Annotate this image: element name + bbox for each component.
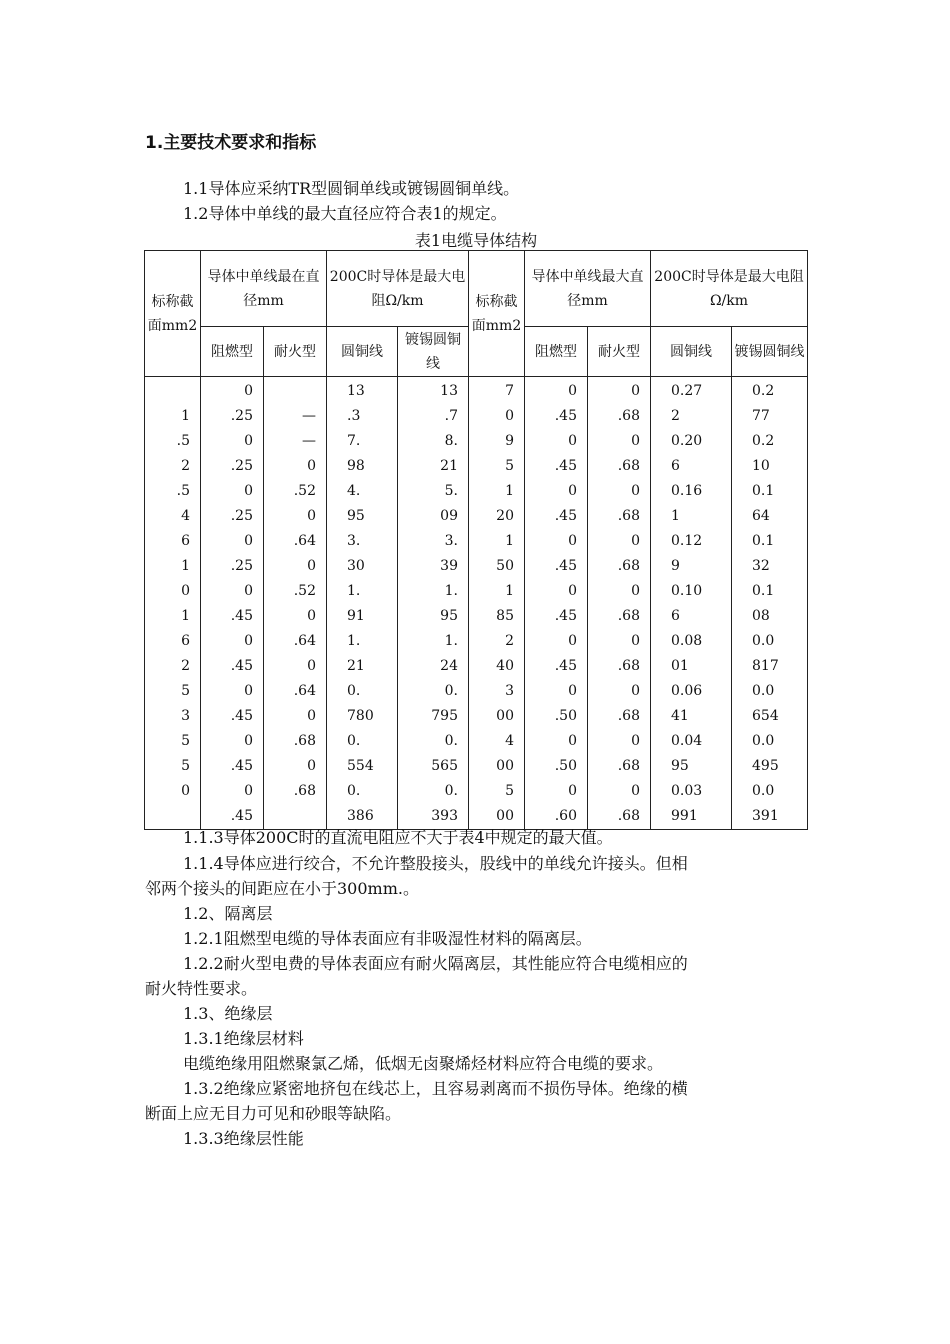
table-cell-line: 6 — [671, 458, 680, 474]
table-cell-line: 77 — [752, 408, 770, 424]
body-line-12: 断面上应无目力可见和砂眼等缺陷。 — [145, 1104, 402, 1123]
table-cell-line: .3 — [347, 408, 361, 424]
table-cell-line: 0 — [307, 608, 316, 624]
table-cell-line: 64 — [752, 508, 770, 524]
table-cell-line: 1 — [181, 408, 190, 424]
table-cell-line: 0 — [568, 783, 577, 799]
table-cell-line: 0 — [631, 533, 640, 549]
table-cell-line: 0.1 — [752, 483, 775, 499]
table-cell-line: 0. — [444, 783, 458, 799]
table-cell-line: 2 — [671, 408, 680, 424]
table-cell-line: 13 — [440, 383, 458, 399]
body-line-4: 1.2、隔离层 — [183, 904, 273, 923]
table-cell-line: 0.20 — [671, 433, 703, 449]
table-cell-line: 00 — [496, 708, 514, 724]
table-cell-line: 85 — [496, 608, 514, 624]
table-cell-line: 7 — [505, 383, 514, 399]
table-cell-line: 0 — [244, 583, 253, 599]
section-heading: 1.主要技术要求和指标 — [145, 133, 317, 153]
table-cell-line: .68 — [617, 808, 640, 824]
header-flame-retardant: 阻燃型 — [525, 327, 588, 377]
table-cell-line: .68 — [617, 708, 640, 724]
header-resistance-left: 200C时导体是最大电阻Ω/km — [327, 251, 469, 327]
column-resistance-tinned-right — [732, 377, 808, 830]
table-cell-line: 5 — [181, 733, 190, 749]
table-cell-line: .50 — [554, 758, 577, 774]
table-cell-line: .68 — [617, 608, 640, 624]
column-diameter-fire-right — [588, 377, 651, 830]
table-cell-line: 1 — [505, 583, 514, 599]
column-section-right — [469, 377, 525, 830]
table-cell-line: 0 — [244, 633, 253, 649]
table-cell-line: 6 — [671, 608, 680, 624]
table-cell-line: 09 — [440, 508, 458, 524]
header-resistance-right: 200C时导体是最大电阻Ω/km — [651, 251, 808, 327]
table-cell-line — [264, 379, 316, 404]
table-cell-line: 0.1 — [752, 583, 775, 599]
header-fire-resistant: 耐火型 — [264, 327, 327, 377]
header-flame-retardant: 阻燃型 — [201, 327, 264, 377]
table-cell-line: 0 — [244, 733, 253, 749]
body-line-7: 耐火特性要求。 — [145, 979, 258, 998]
table-cell-line: .64 — [293, 533, 316, 549]
column-diameter-flame-right — [525, 377, 588, 830]
table-cell-line: .64 — [293, 633, 316, 649]
table-cell-line: 0 — [631, 583, 640, 599]
table-cell-line: .60 — [554, 808, 577, 824]
table-cell-line: .68 — [617, 458, 640, 474]
table-cell-line: 0 — [244, 783, 253, 799]
table-cell-line: .45 — [554, 658, 577, 674]
table-cell-line — [145, 379, 190, 404]
table-cell-line: 0 — [307, 508, 316, 524]
body-line-13: 1.3.3绝缘层性能 — [183, 1129, 304, 1148]
table-cell-line: .45 — [554, 608, 577, 624]
intro-line-1: 1.1导体应采纳TR型圆铜单线或镀锡圆铜单线。 — [183, 179, 520, 198]
table-cell-line: 30 — [347, 558, 365, 574]
table-cell-line: 391 — [752, 808, 779, 824]
table-cell-line: 1. — [347, 633, 361, 649]
table-cell-line: 10 — [752, 458, 770, 474]
table-cell-line: 795 — [431, 708, 458, 724]
table-cell-line: .45 — [554, 458, 577, 474]
table-cell-line: 0 — [568, 433, 577, 449]
table-cell-line: 0 — [631, 383, 640, 399]
header-copper: 圆铜线 — [651, 327, 732, 377]
table-cell-line: 00 — [496, 758, 514, 774]
table-cell-line: 0 — [631, 683, 640, 699]
table-cell-line: 0.03 — [671, 783, 703, 799]
table-cell-line: 0.0 — [752, 683, 775, 699]
table-cell-line: 3 — [181, 708, 190, 724]
table-cell-line: .45 — [230, 658, 253, 674]
table-cell-line: 5 — [181, 683, 190, 699]
table-cell-line: 0.0 — [752, 783, 775, 799]
header-fire-resistant: 耐火型 — [588, 327, 651, 377]
table-cell-line: — — [302, 433, 316, 449]
table-cell-line: 21 — [440, 458, 458, 474]
table-cell-line: 3 — [505, 683, 514, 699]
intro-line-2: 1.2导体中单线的最大直径应符合表1的规定。 — [183, 204, 507, 223]
table-cell-line: 5 — [505, 458, 514, 474]
header-diameter-right: 导体中单线最大直径mm — [525, 251, 651, 327]
table-cell-line: 95 — [671, 758, 689, 774]
table-cell-line: 0 — [307, 458, 316, 474]
table-cell-line: 495 — [752, 758, 779, 774]
table-cell-line: 0.06 — [671, 683, 703, 699]
table-cell-line: 1. — [347, 583, 361, 599]
table-cell-line: 0.16 — [671, 483, 703, 499]
table-cell-line: 24 — [440, 658, 458, 674]
table-cell-line: 2 — [181, 458, 190, 474]
table-cell-line: 20 — [496, 508, 514, 524]
table-cell-line: 0 — [244, 683, 253, 699]
table-cell-line: 0.2 — [752, 383, 775, 399]
table-cell-line: 5 — [505, 783, 514, 799]
table-cell-line: 1 — [505, 533, 514, 549]
table-cell-line: 13 — [347, 383, 365, 399]
table-cell-line: 0 — [181, 783, 190, 799]
table-cell-line: 0 — [505, 408, 514, 424]
table-cell-line: .68 — [617, 408, 640, 424]
table-cell-line: 08 — [752, 608, 770, 624]
cable-conductor-table — [144, 250, 808, 830]
body-line-10: 电缆绝缘用阻燃聚氯乙烯，低烟无卤聚烯烃材料应符合电缆的要求。 — [183, 1054, 664, 1073]
table-cell-line: 6 — [181, 533, 190, 549]
table-cell-line: — — [302, 408, 316, 424]
table-cell-line: 2 — [181, 658, 190, 674]
table-cell-line: 1. — [444, 583, 458, 599]
table-cell-line: 1 — [671, 508, 680, 524]
header-section-right: 标称截面mm2 — [469, 251, 525, 377]
table-cell-line: 5 — [181, 758, 190, 774]
table-cell-line: 0. — [347, 783, 361, 799]
table-cell-line: .25 — [230, 508, 253, 524]
table-cell-line: 654 — [752, 708, 779, 724]
table-cell-line: 6 — [181, 633, 190, 649]
column-resistance-copper-left — [327, 377, 398, 830]
table-cell-line: .45 — [230, 608, 253, 624]
table-cell-line: 9 — [505, 433, 514, 449]
table-cell-line: 780 — [347, 708, 374, 724]
table-cell-line: 0.12 — [671, 533, 703, 549]
table-cell-line: 0 — [568, 583, 577, 599]
column-resistance-copper-right — [651, 377, 732, 830]
table-cell-line: .45 — [230, 808, 253, 824]
table-cell-line: .5 — [176, 433, 190, 449]
table-cell-line: 8. — [444, 433, 458, 449]
body-line-8: 1.3、绝缘层 — [183, 1004, 273, 1023]
table-cell-line: 0 — [631, 783, 640, 799]
table-caption: 表1电缆导体结构 — [414, 231, 538, 250]
column-resistance-tinned-left — [398, 377, 469, 830]
body-line-2: 1.1.4导体应进行绞合，不允许整股接头，股线中的单线允许接头。但相 — [183, 854, 688, 873]
table-cell-line: .68 — [617, 758, 640, 774]
table-cell-line: 5. — [444, 483, 458, 499]
table-cell-line: .45 — [230, 758, 253, 774]
table-cell-line: .25 — [230, 458, 253, 474]
table-cell-line: 991 — [671, 808, 698, 824]
table-cell-line: 0 — [244, 433, 253, 449]
table-cell-line: .68 — [617, 558, 640, 574]
table-cell-line: 0 — [631, 433, 640, 449]
table-cell-line: 1 — [181, 558, 190, 574]
table-cell-line: 0 — [568, 683, 577, 699]
table-cell-line: 386 — [347, 808, 374, 824]
table-cell-line: .45 — [554, 408, 577, 424]
table-cell-line: .68 — [617, 508, 640, 524]
table-cell-line: 7. — [347, 433, 361, 449]
table-cell-line: 0 — [307, 558, 316, 574]
table-cell-line: 0. — [444, 683, 458, 699]
table-cell-line: 0.0 — [752, 633, 775, 649]
table-cell-line: 4 — [181, 508, 190, 524]
header-tinned-copper: 镀锡圆铜线 — [398, 327, 469, 377]
body-line-11: 1.3.2绝缘应紧密地挤包在线芯上，且容易剥离而不损伤导体。绝缘的横 — [183, 1079, 688, 1098]
table-cell-line: 40 — [496, 658, 514, 674]
table-cell-line: 39 — [440, 558, 458, 574]
table-cell-line: .45 — [554, 558, 577, 574]
table-cell-line: 9 — [671, 558, 680, 574]
table-cell-line: .45 — [230, 708, 253, 724]
table-cell-line: .25 — [230, 408, 253, 424]
table-cell-line: 0 — [568, 483, 577, 499]
table-cell-line: .45 — [554, 508, 577, 524]
table-cell-line: 32 — [752, 558, 770, 574]
table-cell-line: 0 — [568, 733, 577, 749]
table-cell-line: 0 — [244, 383, 253, 399]
table-cell-line: 0. — [347, 733, 361, 749]
table-cell-line: 0 — [244, 483, 253, 499]
table-cell-line: 0 — [307, 708, 316, 724]
table-cell-line: 0 — [244, 533, 253, 549]
table-cell-line: .5 — [176, 483, 190, 499]
table-cell-line: 0.1 — [752, 533, 775, 549]
table-cell-line: 1 — [505, 483, 514, 499]
header-diameter-left: 导体中单线最在直径mm — [201, 251, 327, 327]
table-cell-line: 0.0 — [752, 733, 775, 749]
column-diameter-fire-left — [264, 377, 327, 830]
table-cell-line: 0.2 — [752, 433, 775, 449]
table-cell-line: 95 — [440, 608, 458, 624]
table-cell-line: 0 — [307, 658, 316, 674]
table-cell-line: 98 — [347, 458, 365, 474]
header-copper: 圆铜线 — [327, 327, 398, 377]
table-cell-line: 0.04 — [671, 733, 703, 749]
table-cell-line: 01 — [671, 658, 689, 674]
table-cell-line: .64 — [293, 683, 316, 699]
table-cell-line: 00 — [496, 808, 514, 824]
table-cell-line: 0 — [631, 483, 640, 499]
table-cell-line: 0.08 — [671, 633, 703, 649]
table-cell-line: 4 — [505, 733, 514, 749]
table-cell-line: 3. — [444, 533, 458, 549]
table-cell-line: 21 — [347, 658, 365, 674]
table-cell-line: .52 — [293, 483, 316, 499]
table-cell-line: .25 — [230, 558, 253, 574]
table-cell-line: .7 — [444, 408, 458, 424]
table-cell-line: 554 — [347, 758, 374, 774]
table-cell-line: .68 — [293, 783, 316, 799]
table-cell-line: .68 — [617, 658, 640, 674]
body-line-6: 1.2.2耐火型电费的导体表面应有耐火隔离层，其性能应符合电缆相应的 — [183, 954, 688, 973]
body-line-3: 邻两个接头的间距应在小于300mm.。 — [145, 879, 419, 898]
header-section-left: 标称截面mm2 — [145, 251, 201, 377]
table-cell-line: 0.10 — [671, 583, 703, 599]
table-cell-line: 565 — [431, 758, 458, 774]
table-cell-line: 0 — [631, 733, 640, 749]
table-cell-line: 50 — [496, 558, 514, 574]
table-cell-line: 95 — [347, 508, 365, 524]
body-line-9: 1.3.1绝缘层材料 — [183, 1029, 304, 1048]
table-cell-line: 0 — [568, 383, 577, 399]
table-cell-line: .50 — [554, 708, 577, 724]
table-cell-line: 0 — [631, 633, 640, 649]
table-cell-line: 3. — [347, 533, 361, 549]
table-cell-line: 1. — [444, 633, 458, 649]
table-cell-line: 0 — [181, 583, 190, 599]
table-cell-line: 91 — [347, 608, 365, 624]
body-line-1: 1.1.3导体200C时的直流电阻应不大于表4中规定的最大值。 — [183, 828, 613, 847]
table-cell-line: 817 — [752, 658, 779, 674]
table-cell-line: .52 — [293, 583, 316, 599]
table-cell-line: 2 — [505, 633, 514, 649]
table-cell-line: 0.27 — [671, 383, 703, 399]
table-cell-line: 1 — [181, 608, 190, 624]
table-cell-line: 41 — [671, 708, 689, 724]
table-cell-line: 0. — [347, 683, 361, 699]
table-cell-line: 4. — [347, 483, 361, 499]
body-line-5: 1.2.1阻燃型电缆的导体表面应有非吸湿性材料的隔离层。 — [183, 929, 592, 948]
column-section-left — [145, 377, 201, 830]
table-cell-line: 0. — [444, 733, 458, 749]
table-cell-line: .68 — [293, 733, 316, 749]
table-cell-line: 0 — [568, 633, 577, 649]
table-cell-line: 0 — [307, 758, 316, 774]
table-cell-line: 393 — [431, 808, 458, 824]
column-diameter-flame-left — [201, 377, 264, 830]
header-tinned-copper: 镀锡圆铜线 — [732, 327, 808, 377]
table-cell-line: 0 — [568, 533, 577, 549]
